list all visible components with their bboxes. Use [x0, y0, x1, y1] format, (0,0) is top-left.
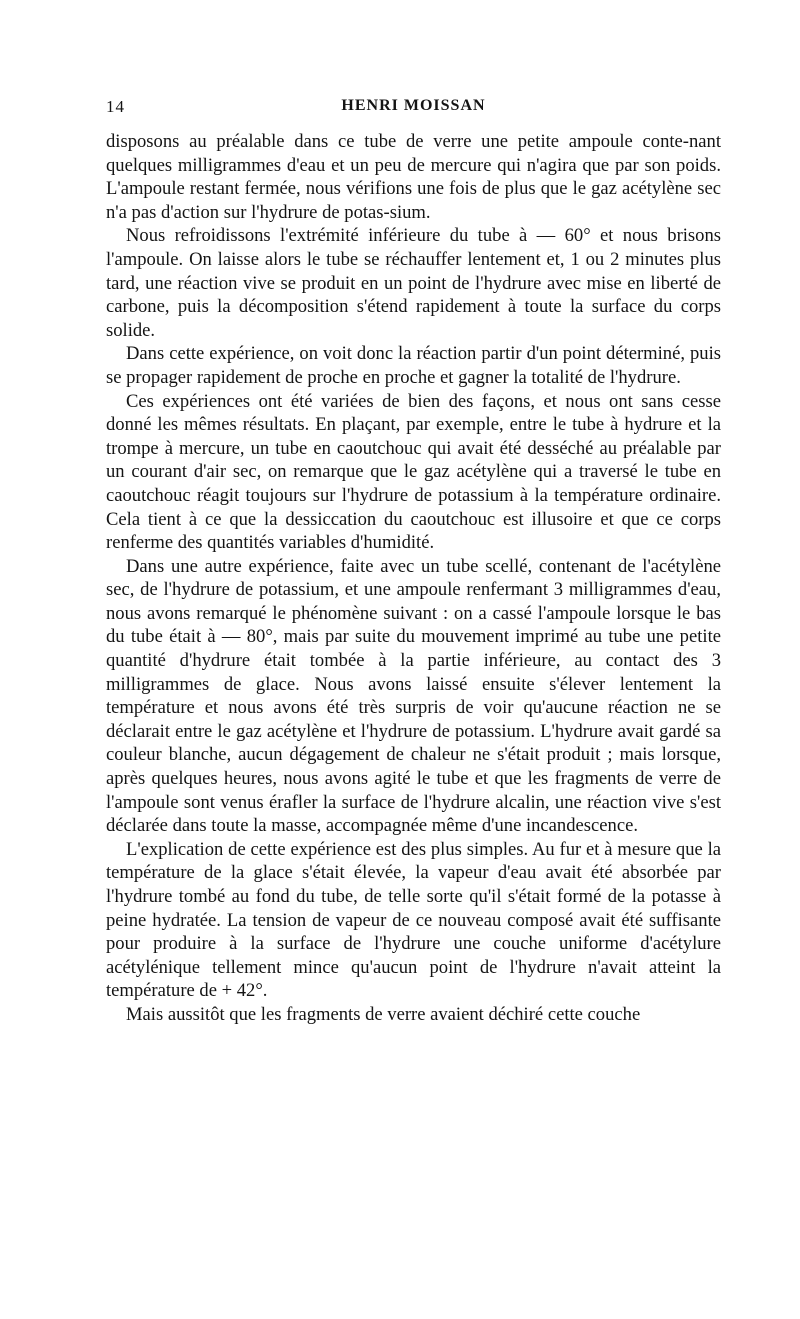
running-title: HENRI MOISSAN: [341, 97, 486, 114]
page-number: 14: [106, 97, 125, 116]
paragraph: Nous refroidissons l'extrémité inférieure du tube à — 60° et nous brisons l'ampoule. On laisse alors le tube se réchauffer lentement et, 1 ou 2 minutes plus tard, une réaction vive se produit en un point de l'hydrure avec mise en liberté de carbone, puis la décomposition s'étend rapidement à toute la surface du corps solide.: [106, 225, 721, 341]
paragraph: L'explication de cette expérience est des plus simples. Au fur et à mesure que la température de la glace s'était élevée, la vapeur d'eau avait été absorbée par l'hydrure tombé au fond du tube, de telle sorte qu'il s'était formé de la potasse à peine hydratée. La tension de vapeur de ce nouveau composé avait été suffisante pour produire à la surface de l'hydrure une couche uniforme d'acétylure acétylénique tellement mince qu'aucun point de l'hydrure n'avait atteint la température de + 42°.: [106, 838, 721, 1002]
paragraph: Ces expériences ont été variées de bien des façons, et nous ont sans cesse donné les mêmes résultats. En plaçant, par exemple, entre le tube à hydrure et la trompe à mercure, un tube en caoutchouc qui avait été desséché au préalable par un courant d'air sec, on remarque que le gaz acétylène qui a traversé le tube en caoutchouc réagit toujours sur l'hydrure de potassium à la température ordinaire. Cela tient à ce que la dessiccation du caoutchouc est illusoire et que ce corps renferme des quantités variables d'humidité.: [106, 390, 721, 554]
paragraph-continuation: disposons au préalable dans ce tube de verre une petite ampoule conte-nant quelques milligrammes d'eau et un peu de mercure qui n'agira que par son poids. L'ampoule restant fermée, nous vérifions une fois de plus que le gaz acétylène sec n'a pas d'action sur l'hydrure de potas-sium.: [106, 131, 721, 223]
paragraph: Dans cette expérience, on voit donc la réaction partir d'un point déterminé, puis se propager rapidement de proche en proche et gagner la totalité de l'hydrure.: [106, 343, 721, 388]
body-text: [106, 130, 721, 1027]
paragraph: Dans une autre expérience, faite avec un tube scellé, contenant de l'acétylène sec, de l'hydrure de potassium, et une ampoule renfermant 3 milligrammes d'eau, nous avons remarqué le phénomène suivant : on a cassé l'ampoule lorsque le bas du tube était à — 80°, mais par suite du mouvement imprimé au tube une petite quantité d'hydrure était tombée à la partie inférieure, au contact des 3 milligrammes de glace. Nous avons laissé ensuite s'élever lentement la température et nous avons été très surpris de voir qu'aucune réaction ne se déclarait entre le gaz acétylène et l'hydrure de potassium. L'hydrure avait gardé sa couleur blanche, aucun dégagement de chaleur ne s'était produit ; mais lorsque, après quelques heures, nous avons agité le tube et que les fragments de verre de l'ampoule sont venus érafler la surface de l'hydrure alcalin, une réaction vive s'est déclarée dans toute la masse, accompagnée même d'une incandescence.: [106, 555, 721, 837]
running-head: [106, 97, 721, 119]
paragraph: Mais aussitôt que les fragments de verre avaient déchiré cette couche: [126, 1003, 641, 1025]
